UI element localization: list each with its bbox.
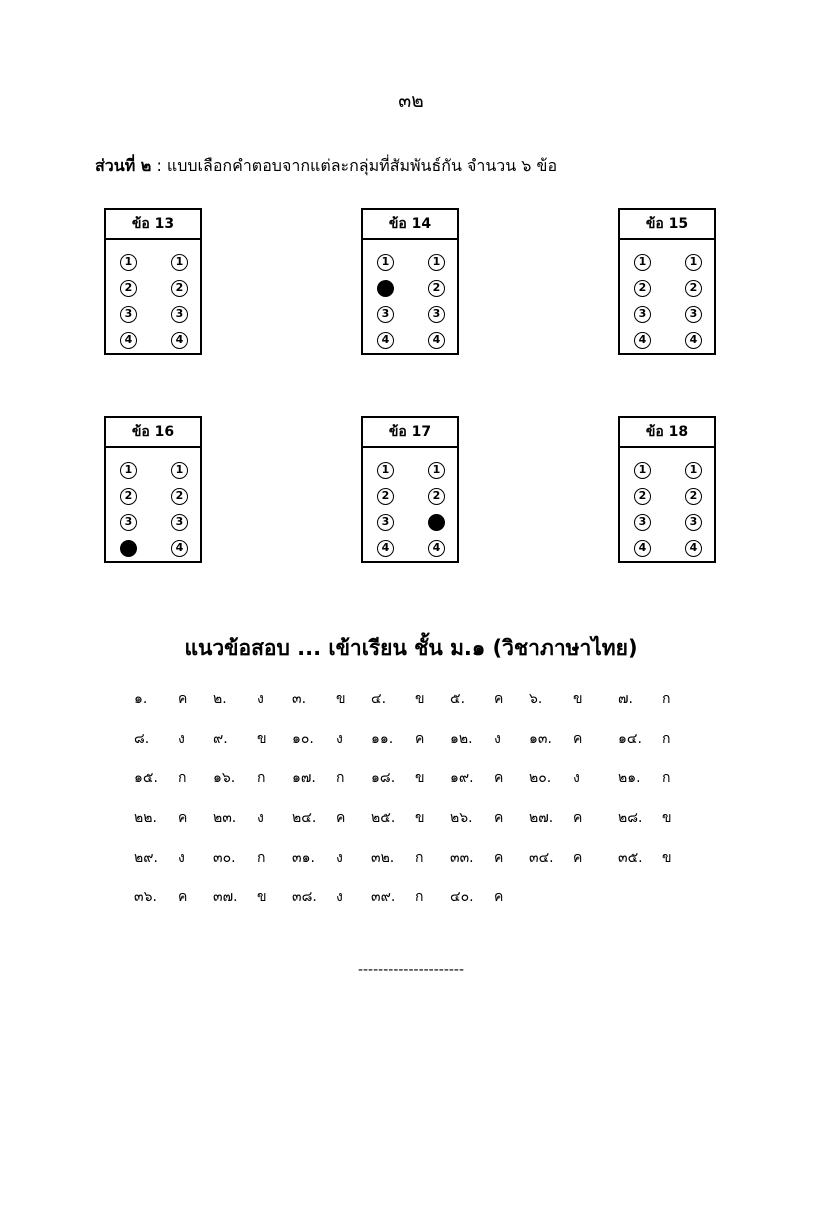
answer-letter: ข: [415, 810, 425, 826]
answer-bubble: 4: [428, 332, 445, 349]
question-box: [361, 208, 459, 355]
answer-number: ๒๐.: [529, 770, 552, 786]
answer-item: [292, 886, 343, 908]
bubble-grid: [620, 448, 714, 561]
answer-letter: ง: [257, 691, 264, 707]
answer-bubble: 3: [685, 306, 702, 323]
answer-number: ๓๐.: [213, 850, 236, 866]
answer-bubble: 2: [685, 488, 702, 505]
answer-number: ๒๓.: [213, 810, 237, 826]
answer-bubble: 2: [377, 488, 394, 505]
answer-bubble: 1: [171, 462, 188, 479]
answer-bubble: 4: [685, 540, 702, 557]
answer-number: ๘.: [134, 731, 150, 747]
answer-item: [529, 728, 583, 750]
answer-item: [134, 886, 188, 908]
answer-number: ๒๑.: [618, 770, 641, 786]
answer-number: ๑๖.: [213, 770, 236, 786]
answer-letter: ก: [662, 691, 671, 707]
answer-item: [371, 688, 425, 710]
answer-bubble: 4: [377, 540, 394, 557]
answer-letter: ง: [336, 731, 343, 747]
answer-item: [213, 688, 264, 710]
divider-line: ---------------------: [357, 962, 465, 978]
answer-letter: ค: [336, 810, 346, 826]
answer-number: ๑๕.: [134, 770, 158, 786]
question-title: ข้อ 17: [363, 418, 457, 448]
answer-item: [618, 688, 671, 710]
answer-letter: ก: [415, 889, 424, 905]
answer-item: [292, 728, 343, 750]
answer-number: ๓๒.: [371, 850, 395, 866]
answer-letter: ค: [494, 810, 504, 826]
answer-letter: ก: [257, 850, 266, 866]
answer-bubble: 2: [120, 488, 137, 505]
answer-letter: ค: [573, 850, 583, 866]
filled-bubble: [428, 514, 445, 531]
answer-number: ๑๐.: [292, 731, 314, 747]
answer-letter: ก: [257, 770, 266, 786]
answer-number: ๙.: [213, 731, 228, 747]
bubble-grid: [363, 448, 457, 561]
answer-number: ๒๕.: [371, 810, 396, 826]
answer-number: ๑๘.: [371, 770, 396, 786]
answer-letter: ค: [494, 889, 504, 905]
answer-letter: ค: [178, 889, 188, 905]
answer-item: [450, 688, 504, 710]
answer-bubble: 3: [171, 514, 188, 531]
answer-bubble: 1: [120, 254, 137, 271]
answer-number: ๔๐.: [450, 889, 474, 905]
answer-item: [134, 807, 188, 829]
answer-letter: ข: [257, 889, 267, 905]
answer-item: [213, 767, 266, 789]
answer-letter: ค: [178, 810, 188, 826]
answer-number: ๓๓.: [450, 850, 474, 866]
answer-bubble: 3: [377, 306, 394, 323]
answer-number: ๒๒.: [134, 810, 157, 826]
answer-number: ๔.: [371, 691, 387, 707]
answer-letter: ค: [494, 850, 504, 866]
bubble-grid: [620, 240, 714, 353]
answer-letter: ค: [178, 691, 188, 707]
answer-item: [529, 847, 583, 869]
answer-bubble: 3: [171, 306, 188, 323]
answer-letter: ก: [662, 731, 671, 747]
answer-letter: ค: [573, 731, 583, 747]
answer-bubble: 2: [171, 280, 188, 297]
answers-title: แนวข้อสอบ ... เข้าเรียน ชั้น ม.๑ (วิชาภาษาไทย): [184, 636, 638, 660]
answer-bubble: 1: [377, 462, 394, 479]
section-label: ส่วนที่ ๒: [95, 156, 152, 175]
answer-bubble: 3: [685, 514, 702, 531]
answer-item: [450, 728, 501, 750]
answer-number: ๑๑.: [371, 731, 394, 747]
answer-letter: ง: [494, 731, 501, 747]
answer-bubble: 4: [428, 540, 445, 557]
answer-item: [450, 886, 504, 908]
answer-item: [618, 807, 672, 829]
answer-number: ๒๘.: [618, 810, 643, 826]
answer-number: ๓.: [292, 691, 307, 707]
answer-bubble: 2: [428, 280, 445, 297]
filled-bubble: [377, 280, 394, 297]
answer-letter: ง: [336, 850, 343, 866]
question-title: ข้อ 16: [106, 418, 200, 448]
answer-number: ๖.: [529, 691, 543, 707]
answer-item: [450, 847, 504, 869]
answer-item: [213, 728, 267, 750]
question-title: ข้อ 13: [106, 210, 200, 240]
question-title: ข้อ 15: [620, 210, 714, 240]
answer-letter: ข: [415, 770, 425, 786]
answer-letter: ข: [573, 691, 583, 707]
answer-letter: ง: [257, 810, 264, 826]
answer-item: [371, 886, 424, 908]
answer-bubble: 1: [377, 254, 394, 271]
answer-item: [292, 767, 345, 789]
answer-bubble: 4: [171, 540, 188, 557]
answer-bubble: 2: [634, 280, 651, 297]
answer-item: [134, 688, 188, 710]
answer-bubble: 1: [428, 254, 445, 271]
answer-item: [134, 847, 185, 869]
answer-bubble: 3: [377, 514, 394, 531]
answer-letter: ก: [178, 770, 187, 786]
answer-bubble: 4: [685, 332, 702, 349]
question-title: ข้อ 14: [363, 210, 457, 240]
section-heading: [95, 154, 557, 179]
answer-bubble: 4: [634, 540, 651, 557]
answer-bubble: 4: [171, 332, 188, 349]
page-number: ๓๒: [398, 90, 424, 112]
answer-item: [450, 767, 504, 789]
answer-letter: ข: [257, 731, 267, 747]
answer-bubble: 1: [685, 254, 702, 271]
section-text: : แบบเลือกคำตอบจากแต่ละกลุ่มที่สัมพันธ์กัน จำนวน ๖ ข้อ: [151, 156, 558, 175]
answer-number: ๑๔.: [618, 731, 642, 747]
answer-letter: ข: [336, 691, 346, 707]
answer-number: ๒๗.: [529, 810, 554, 826]
answer-bubble: 2: [685, 280, 702, 297]
answer-number: ๓๘.: [292, 889, 317, 905]
question-title: ข้อ 18: [620, 418, 714, 448]
answer-number: ๕.: [450, 691, 466, 707]
answer-bubble: 2: [634, 488, 651, 505]
answer-item: [213, 807, 264, 829]
answer-number: ๗.: [618, 691, 633, 707]
answer-item: [529, 688, 583, 710]
answer-item: [371, 807, 425, 829]
answer-number: ๒๙.: [134, 850, 158, 866]
answer-item: [529, 807, 583, 829]
answer-bubble: 1: [634, 254, 651, 271]
answer-bubble: 4: [377, 332, 394, 349]
answer-letter: ก: [336, 770, 345, 786]
answer-number: ๒๖.: [450, 810, 473, 826]
answer-letter: ง: [178, 731, 185, 747]
answer-letter: ง: [573, 770, 580, 786]
answer-letter: ค: [494, 770, 504, 786]
answer-number: ๓๔.: [529, 850, 554, 866]
answer-item: [213, 847, 266, 869]
answer-item: [450, 807, 504, 829]
answer-item: [134, 767, 187, 789]
answer-letter: ค: [494, 691, 504, 707]
answer-item: [529, 767, 580, 789]
answer-number: ๑๗.: [292, 770, 316, 786]
answer-number: ๑.: [134, 691, 148, 707]
answer-bubble: 1: [685, 462, 702, 479]
answer-bubble: 3: [634, 306, 651, 323]
answer-number: ๑๙.: [450, 770, 474, 786]
answer-bubble: 2: [171, 488, 188, 505]
answer-item: [213, 886, 267, 908]
answer-letter: ค: [415, 731, 425, 747]
answer-bubble: 3: [634, 514, 651, 531]
answer-item: [292, 847, 343, 869]
answer-item: [371, 767, 425, 789]
answer-bubble: 2: [120, 280, 137, 297]
answer-item: [292, 807, 346, 829]
question-box: [104, 416, 202, 563]
bubble-grid: [363, 240, 457, 353]
answer-number: ๓๖.: [134, 889, 157, 905]
bubble-grid: [106, 448, 200, 561]
answer-letter: ก: [662, 770, 671, 786]
answer-number: ๒.: [213, 691, 227, 707]
answer-bubble: 3: [428, 306, 445, 323]
question-box: [104, 208, 202, 355]
filled-bubble: [120, 540, 137, 557]
answer-letter: ค: [573, 810, 583, 826]
answer-bubble: 2: [428, 488, 445, 505]
answer-letter: ก: [415, 850, 424, 866]
answer-bubble: 1: [171, 254, 188, 271]
answer-number: ๑๒.: [450, 731, 473, 747]
answer-bubble: 4: [120, 332, 137, 349]
answer-item: [618, 728, 671, 750]
answer-bubble: 1: [120, 462, 137, 479]
question-box: [618, 416, 716, 563]
answer-letter: ข: [662, 810, 672, 826]
answer-item: [371, 847, 424, 869]
answer-bubble: 1: [428, 462, 445, 479]
answer-letter: ง: [178, 850, 185, 866]
answer-bubble: 4: [634, 332, 651, 349]
answer-item: [371, 728, 425, 750]
bubble-grid: [106, 240, 200, 353]
answer-item: [134, 728, 185, 750]
answer-number: ๓๗.: [213, 889, 238, 905]
answer-bubble: 3: [120, 306, 137, 323]
answer-number: ๓๕.: [618, 850, 643, 866]
question-box: [361, 416, 459, 563]
answer-item: [292, 688, 346, 710]
answer-item: [618, 767, 671, 789]
answer-number: ๑๓.: [529, 731, 552, 747]
answer-bubble: 1: [634, 462, 651, 479]
answer-number: ๓๙.: [371, 889, 396, 905]
answer-item: [618, 847, 672, 869]
answer-letter: ง: [336, 889, 343, 905]
answer-number: ๒๔.: [292, 810, 317, 826]
answer-letter: ข: [662, 850, 672, 866]
question-box: [618, 208, 716, 355]
answer-letter: ข: [415, 691, 425, 707]
answer-bubble: 3: [120, 514, 137, 531]
answer-number: ๓๑.: [292, 850, 315, 866]
